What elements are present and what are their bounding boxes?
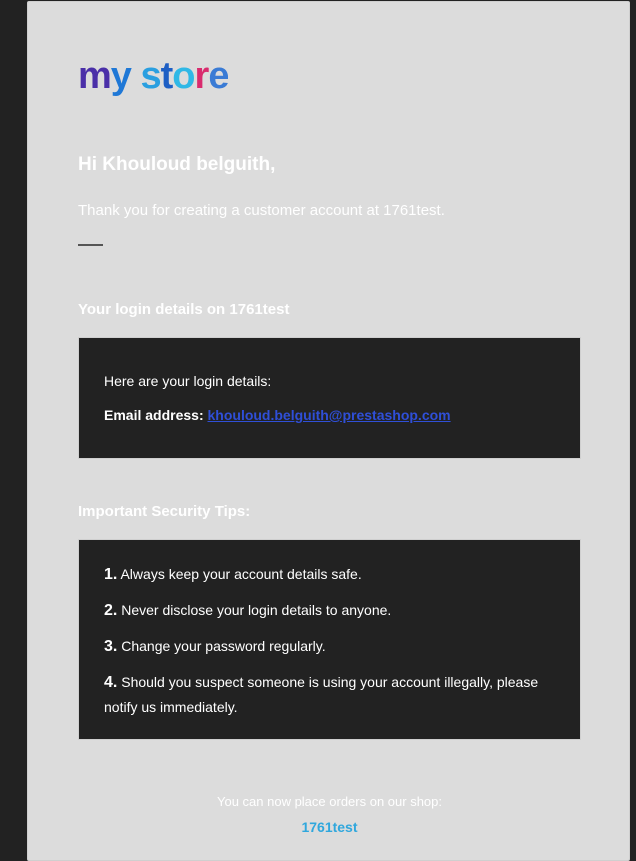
list-item [104, 634, 559, 659]
shop-link[interactable]: 1761test [301, 819, 358, 835]
svg-text:my store: my store [78, 55, 228, 97]
list-item [104, 670, 559, 720]
store-logo [78, 54, 228, 102]
tip-number: 3. [104, 638, 118, 655]
email-link[interactable]: khouloud.belguith@prestashop.com [207, 407, 451, 423]
login-details-intro: Here are your login details: [104, 373, 272, 389]
security-tips-box [78, 539, 581, 740]
greeting: Hi Khouloud belguith, [78, 154, 276, 175]
list-item [104, 562, 559, 587]
intro-text: Thank you for creating a customer account at 1761test. [78, 202, 445, 219]
divider [78, 244, 103, 246]
email-row [104, 407, 451, 423]
login-section-title: Your login details on 1761test [78, 301, 290, 318]
footer-text: You can now place orders on our shop: [216, 794, 442, 809]
login-details-box [78, 337, 581, 459]
tip-text: Should you suspect someone is using your account illegally, please notify us immediately. [104, 674, 539, 715]
security-tips-title: Important Security Tips: [78, 503, 251, 520]
email-card [27, 1, 630, 861]
tip-text: Never disclose your login details to anyone. [121, 602, 392, 618]
list-item [104, 598, 559, 623]
email-label: Email address: [104, 407, 204, 423]
tip-number: 4. [104, 674, 118, 691]
security-tips-list [104, 562, 559, 731]
tip-text: Always keep your account details safe. [120, 566, 362, 582]
tip-number: 1. [104, 566, 118, 583]
tip-text: Change your password regularly. [121, 638, 326, 654]
tip-number: 2. [104, 602, 118, 619]
